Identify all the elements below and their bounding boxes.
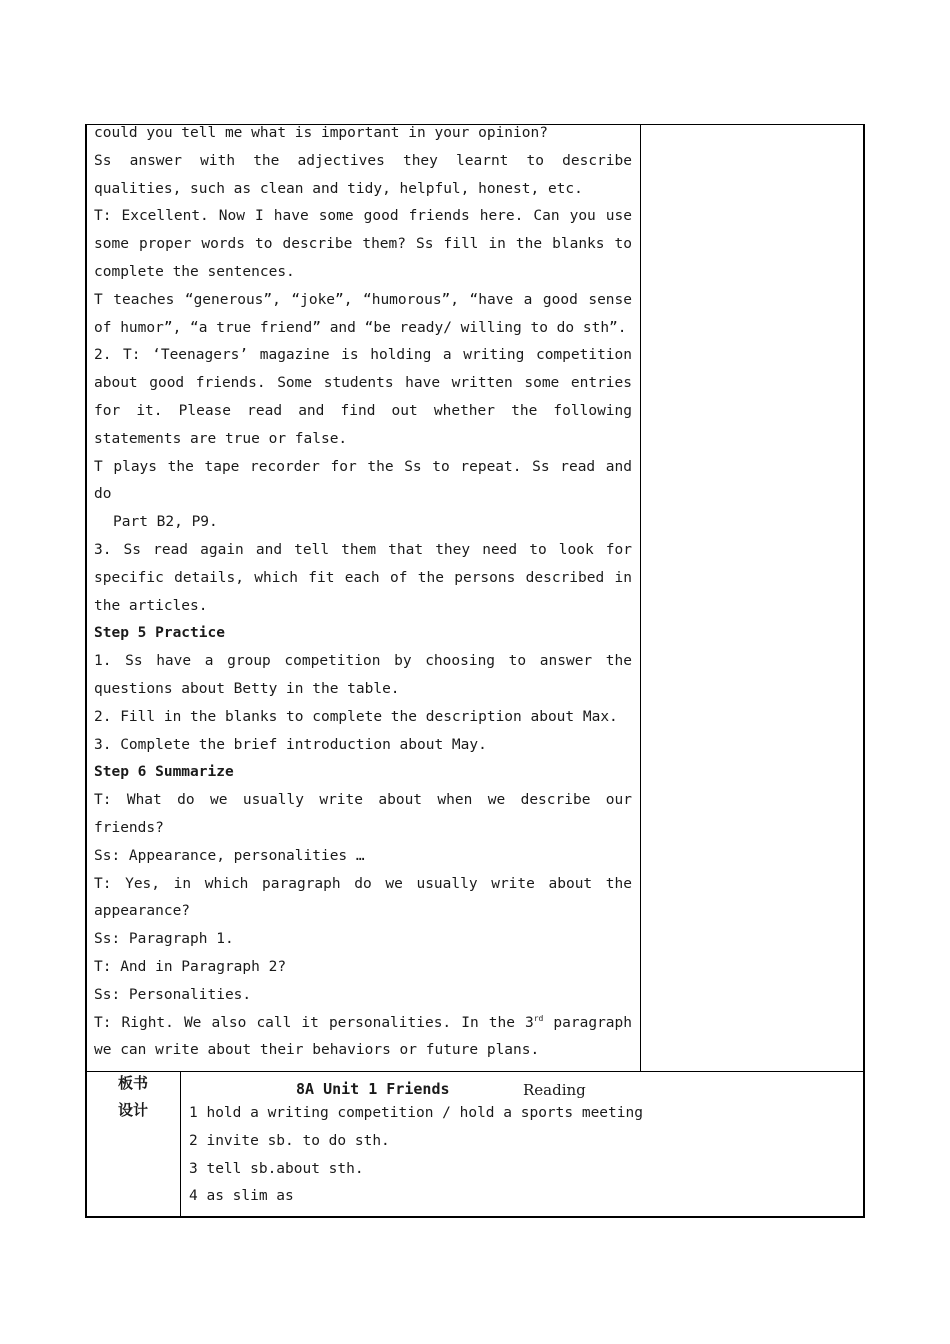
paragraph: T: Yes, in which paragraph do we usually write about the appearance? xyxy=(94,875,632,920)
board-list xyxy=(189,1100,643,1211)
paragraph: 2. T: ‘Teenagers’ magazine is holding a writing competition about good friends. Some students have written some entries for it. Please read and find out whether the following statements are true or false. xyxy=(94,347,632,447)
paragraph xyxy=(94,1010,632,1066)
board-label-line: 设计 xyxy=(117,1101,148,1119)
text-run: paragraph we can write about their behaviors or future plans. xyxy=(94,1014,632,1059)
table-border-left xyxy=(85,124,87,1218)
step-heading: Step 5 Practice xyxy=(94,625,225,642)
paragraph: 1. Ss have a group competition by choosing to answer the questions about Betty in the table. xyxy=(94,653,632,697)
text-run: T: Right. We also call it personalities. In the 3 xyxy=(94,1014,534,1031)
board-title: 8A Unit 1 Friends xyxy=(296,1080,450,1098)
list-item: 4 as slim as xyxy=(189,1188,294,1205)
paragraph: could you tell me what is important in your opinion? xyxy=(94,125,548,141)
notes-cell xyxy=(640,124,865,1072)
paragraph: Part B2, P9. xyxy=(113,514,218,531)
board-subtitle: Reading xyxy=(523,1081,586,1099)
list-item: 1 hold a writing competition / hold a sports meeting xyxy=(189,1105,643,1121)
step-heading: Step 6 Summarize xyxy=(94,764,234,781)
paragraph: T plays the tape recorder for the Ss to repeat. Ss read and do xyxy=(94,458,632,503)
paragraph: T: What do we usually write about when we describe our friends? xyxy=(94,792,632,836)
paragraph: Ss: Paragraph 1. xyxy=(94,931,234,948)
paragraph: Ss answer with the adjectives they learnt to describe qualities, such as clean and tidy, helpful, honest, etc. xyxy=(94,152,632,197)
table-border-bottom xyxy=(85,1216,865,1218)
list-item: 3 tell sb.about sth. xyxy=(189,1160,364,1177)
paragraph: T teaches “generous”, “joke”, “humorous”, “have a good sense of humor”, “a true friend” and “be ready/ willing to do sth”. xyxy=(94,291,632,336)
lesson-body xyxy=(94,120,632,1065)
table-border-right xyxy=(863,124,865,1218)
paragraph: 3. Ss read again and tell them that they need to look for specific details, which fit each of the persons described in the articles. xyxy=(94,541,632,614)
paragraph: Ss: Personalities. xyxy=(94,986,252,1003)
list-item: 2 invite sb. to do sth. xyxy=(189,1132,390,1149)
paragraph: T: Excellent. Now I have some good friends here. Can you use some proper words to describe them? Ss fill in the blanks to complete the sentences. xyxy=(94,208,632,280)
board-design-label xyxy=(100,1070,166,1124)
board-label-line: 板书 xyxy=(117,1074,148,1092)
ordinal-suffix: rd xyxy=(533,1013,544,1023)
paragraph: Ss: Appearance, personalities … xyxy=(94,847,365,864)
paragraph: 2. Fill in the blanks to complete the description about Max. xyxy=(94,708,618,725)
paragraph: 3. Complete the brief introduction about May. xyxy=(94,736,487,753)
paragraph: T: And in Paragraph 2? xyxy=(94,958,287,975)
